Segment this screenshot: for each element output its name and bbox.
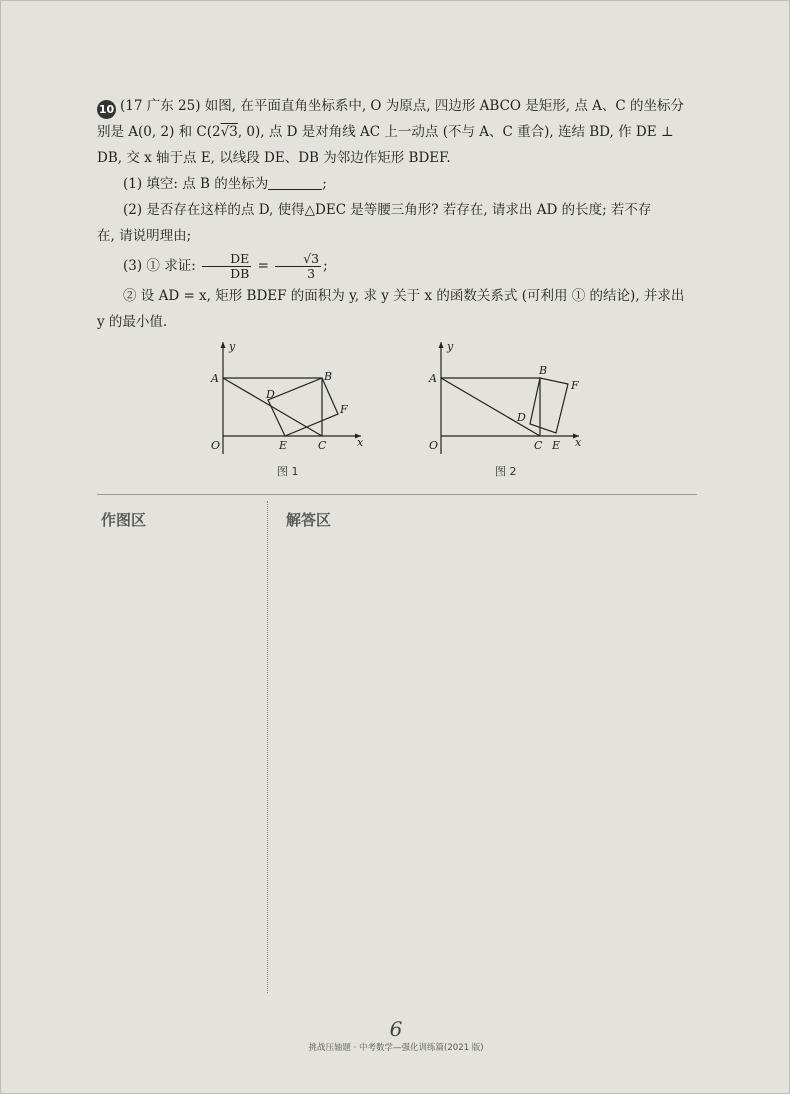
label-y: y (229, 340, 236, 353)
page-number: 6 (389, 1017, 403, 1041)
problem-number-badge: 10 (97, 100, 116, 119)
label-o: O (211, 439, 221, 452)
question-4-line-2: y 的最小值. (97, 314, 168, 330)
y-axis-arrow-icon (221, 342, 226, 348)
label-x: x (357, 436, 364, 449)
label-f: F (571, 379, 579, 392)
label-o: O (429, 439, 439, 452)
question-1 (97, 171, 697, 197)
fraction-rhs-numerator: √3 (275, 252, 321, 267)
label-b: B (324, 370, 333, 383)
label-f: F (340, 403, 348, 416)
stem-text-1: (17 广东 25) 如图, 在平面直角坐标系中, O 为原点, 四边形 ABCO 是矩形, 点 A、C 的坐标分 (120, 98, 685, 114)
label-e: E (279, 439, 288, 452)
label-a: A (429, 372, 437, 385)
answer-area-label: 解答区 (286, 511, 332, 529)
figure-1-diagram (201, 336, 371, 461)
drawing-area-label: 作图区 (101, 511, 147, 529)
equals-sign: = (257, 258, 269, 274)
problem-stem-line-2 (97, 119, 697, 145)
y-axis-arrow-icon (439, 342, 444, 348)
question-2-line-1: (2) 是否存在这样的点 D, 使得△DEC 是等腰三角形? 若存在, 请求出 AD 的长度; 若不存 (123, 202, 652, 218)
label-d: D (266, 388, 275, 401)
figure-1-caption: 图 1 (277, 465, 299, 478)
fraction-de-db (202, 252, 251, 281)
problem-stem-line-3: DB, 交 x 轴于点 E, 以线段 DE、DB 为邻边作矩形 BDEF. (97, 150, 451, 166)
problem-text (97, 93, 697, 335)
book-title-footer: 挑战压轴题 · 中考数学—强化训练篇(2021 版) (308, 1043, 484, 1053)
label-a: A (211, 372, 219, 385)
stem-text-2a: 别是 A(0, 2) 和 C(2 (97, 124, 221, 140)
stem-text-2b: , 0), 点 D 是对角线 AC 上一动点 (不与 A、C 重合), 连结 BD, 作 DE ⊥ (237, 124, 674, 140)
figure-2-diagram (419, 336, 589, 461)
question-3 (97, 249, 697, 283)
label-c: C (318, 439, 327, 452)
question-4-line-1: ② 设 AD = x, 矩形 BDEF 的面积为 y, 求 y 关于 x 的函数关系式 (可利用 ① 的结论), 并求出 (123, 288, 685, 304)
fraction-sqrt3-over-3 (275, 252, 321, 281)
rectangle-bdef (530, 378, 568, 433)
figure-2 (419, 336, 589, 465)
label-c: C (534, 439, 543, 452)
figure-1 (201, 336, 371, 465)
fraction-numerator: DE (202, 252, 251, 267)
problem-stem-line-1 (97, 93, 697, 119)
figure-2-caption: 图 2 (495, 465, 517, 478)
question-1-suffix: ; (322, 176, 327, 192)
question-1-text: (1) 填空: 点 B 的坐标为 (123, 176, 269, 192)
section-divider (97, 494, 697, 495)
label-b: B (539, 364, 548, 377)
diagonal-ac (441, 378, 540, 436)
rectangle-bdef (268, 378, 338, 436)
fraction-rhs-denominator: 3 (307, 266, 316, 281)
label-e: E (552, 439, 561, 452)
label-d: D (517, 411, 526, 424)
question-3-text: (3) ① 求证: (123, 258, 196, 274)
sqrt-three: √3 (220, 124, 238, 140)
label-x: x (575, 436, 582, 449)
answer-blank (268, 175, 322, 190)
label-y: y (447, 340, 454, 353)
question-2-line-2: 在, 请说明理由; (97, 228, 192, 244)
area-divider (267, 501, 268, 993)
question-3-suffix: ; (323, 258, 328, 274)
fraction-denominator: DB (230, 266, 250, 281)
